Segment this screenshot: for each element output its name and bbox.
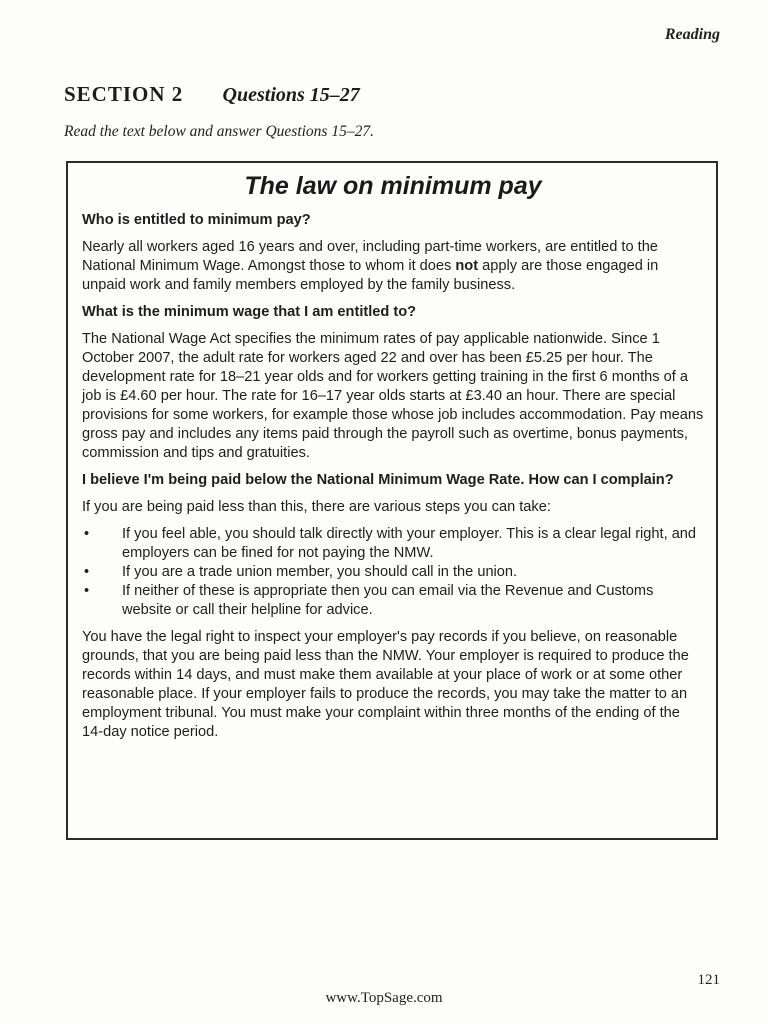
subheading-entitlement: Who is entitled to minimum pay?	[82, 212, 311, 228]
section-heading	[64, 82, 360, 107]
bullet-icon: •	[84, 583, 90, 599]
article-box	[66, 161, 718, 840]
paragraph-steps-intro: If you are being paid less than this, there are various steps you can take:	[82, 499, 551, 515]
paragraph-entitlement	[82, 238, 704, 295]
running-head: Reading	[664, 26, 720, 43]
page-number: 121	[697, 972, 720, 988]
paragraph-minimum-wage: The National Wage Act specifies the minimum rates of pay applicable nationwide. Since 1 October 2007, the adult rate for workers aged 22 and over has been £5.25 per hour. The development rate for 18–21 year olds and for workers getting training in the first 6 months of a job is £4.60 per hour. The rate for 16–17 year olds starts at £3.40 an hour. There are special provisions for some workers, for example those whose job includes accommodation. Pay means gross pay and includes any items paid through the payroll such as overtime, bonus payments, commission and tips and gratuities.	[82, 331, 704, 461]
paragraph-pay-records: You have the legal right to inspect your employer's pay records if you believe, on reasonable grounds, that you are being paid less than the NMW. Your employer is required to produce the records within 14 days, and must make them available at your place of work or at some other reasonable place. If your employer fails to produce the records, you may take the matter to an employment tribunal. You must make your complaint within three months of the ending of the 14-day notice period.	[82, 629, 689, 740]
questions-range: Questions 15–27	[222, 84, 360, 106]
article-title: The law on minimum pay	[244, 172, 542, 200]
list-item	[82, 582, 704, 620]
list-item	[82, 525, 704, 563]
subheading-complain: I believe I'm being paid below the National Minimum Wage Rate. How can I complain?	[82, 472, 674, 488]
list-item-text: If neither of these is appropriate then you can email via the Revenue and Customs website or call their helpline for advice.	[122, 583, 654, 618]
steps-list	[82, 525, 704, 620]
section-label: SECTION 2	[64, 82, 184, 106]
paragraph-entitlement-part2: apply are those engaged in unpaid work and family members employed by the family business.	[82, 258, 659, 293]
list-item	[82, 563, 704, 582]
list-item-text: If you are a trade union member, you should call in the union.	[122, 564, 518, 580]
paragraph-entitlement-part1: Nearly all workers aged 16 years and over, including part-time workers, are entitled to the National Minimum Wage. Amongst those to whom it does	[82, 239, 658, 274]
emphasis-not: not	[455, 258, 479, 274]
bullet-icon: •	[84, 526, 90, 542]
instruction-text: Read the text below and answer Questions 15–27.	[64, 123, 374, 140]
list-item-text: If you feel able, you should talk directly with your employer. This is a clear legal right, and employers can be fined for not paying the NMW.	[122, 526, 697, 561]
footer-url: www.TopSage.com	[325, 990, 443, 1006]
bullet-icon: •	[84, 564, 90, 580]
subheading-minimum-wage: What is the minimum wage that I am entitled to?	[82, 304, 417, 320]
